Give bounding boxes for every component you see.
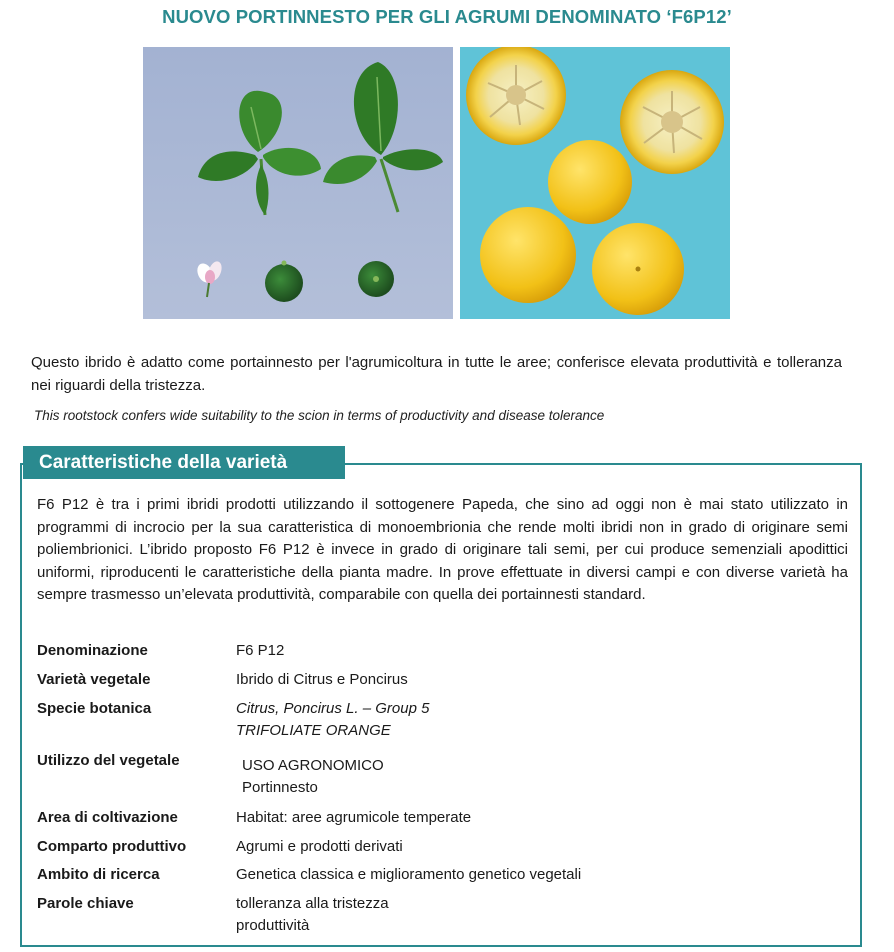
- intro-english: This rootstock confers wide suitability to the scion in terms of productivity and disease tolerance: [34, 408, 605, 423]
- detail-value: tolleranza alla tristezza: [236, 895, 389, 912]
- detail-key: Specie botanica: [37, 700, 152, 717]
- detail-value: Genetica classica e miglioramento genetico vegetali: [236, 866, 582, 883]
- detail-value: Habitat: aree agrumicole temperate: [236, 809, 472, 826]
- detail-value: produttività: [236, 917, 310, 934]
- detail-key: Parole chiave: [37, 895, 134, 912]
- whole-fruit: [548, 140, 632, 224]
- whole-fruit: [480, 207, 576, 303]
- detail-value: Portinnesto: [242, 779, 318, 796]
- cut-fruit: [466, 47, 566, 145]
- detail-key: Varietà vegetale: [37, 671, 151, 688]
- variety-description: F6 P12 è tra i primi ibridi prodotti utilizzando il sottogenere Papeda, che sino ad oggi non è mai stato utilizzato in programmi di incrocio per la sua caratteristica di monoembrionia che rende molti ibridi non in grado di originare semi poliembrionici. L’ibrido proposto F6 P12 è invece in grado di originare tali semi, per cui produce semenziali apodittici uniformi, riproducenti le caratteristiche della pianta madre. In prove effettuate in diversi campi e con diverse varietà ha sempre trasmesso un’elevata produttività, comparabile con quella dei portainnesti standard.: [37, 496, 848, 604]
- detail-key: Utilizzo del vegetale: [37, 752, 180, 769]
- detail-value: Citrus, Poncirus L. – Group 5: [236, 700, 430, 717]
- detail-key: Denominazione: [37, 642, 148, 659]
- detail-key: Area di coltivazione: [37, 809, 178, 826]
- detail-value: Agrumi e prodotti derivati: [236, 838, 403, 855]
- detail-value: USO AGRONOMICO: [242, 757, 384, 774]
- fruits-photo: [460, 47, 730, 319]
- detail-value: F6 P12: [236, 642, 285, 659]
- green-fruit: [265, 264, 303, 302]
- detail-value: TRIFOLIATE ORANGE: [236, 722, 391, 739]
- detail-value: Ibrido di Citrus e Poncirus: [236, 671, 408, 688]
- section-heading: Caratteristiche della varietà: [23, 446, 345, 479]
- leaves-photo: [143, 47, 453, 319]
- cut-fruit: [620, 70, 724, 174]
- page-title: NUOVO PORTINNESTO PER GLI AGRUMI DENOMINATO ‘F6P12’: [162, 6, 732, 27]
- intro-italian: Questo ibrido è adatto come portainnesto per l'agrumicoltura in tutte le aree; conferisce elevata produttività e tolleranza nei riguardi della tristezza.: [31, 354, 842, 394]
- detail-key: Comparto produttivo: [37, 838, 187, 855]
- detail-key: Ambito di ricerca: [37, 866, 160, 883]
